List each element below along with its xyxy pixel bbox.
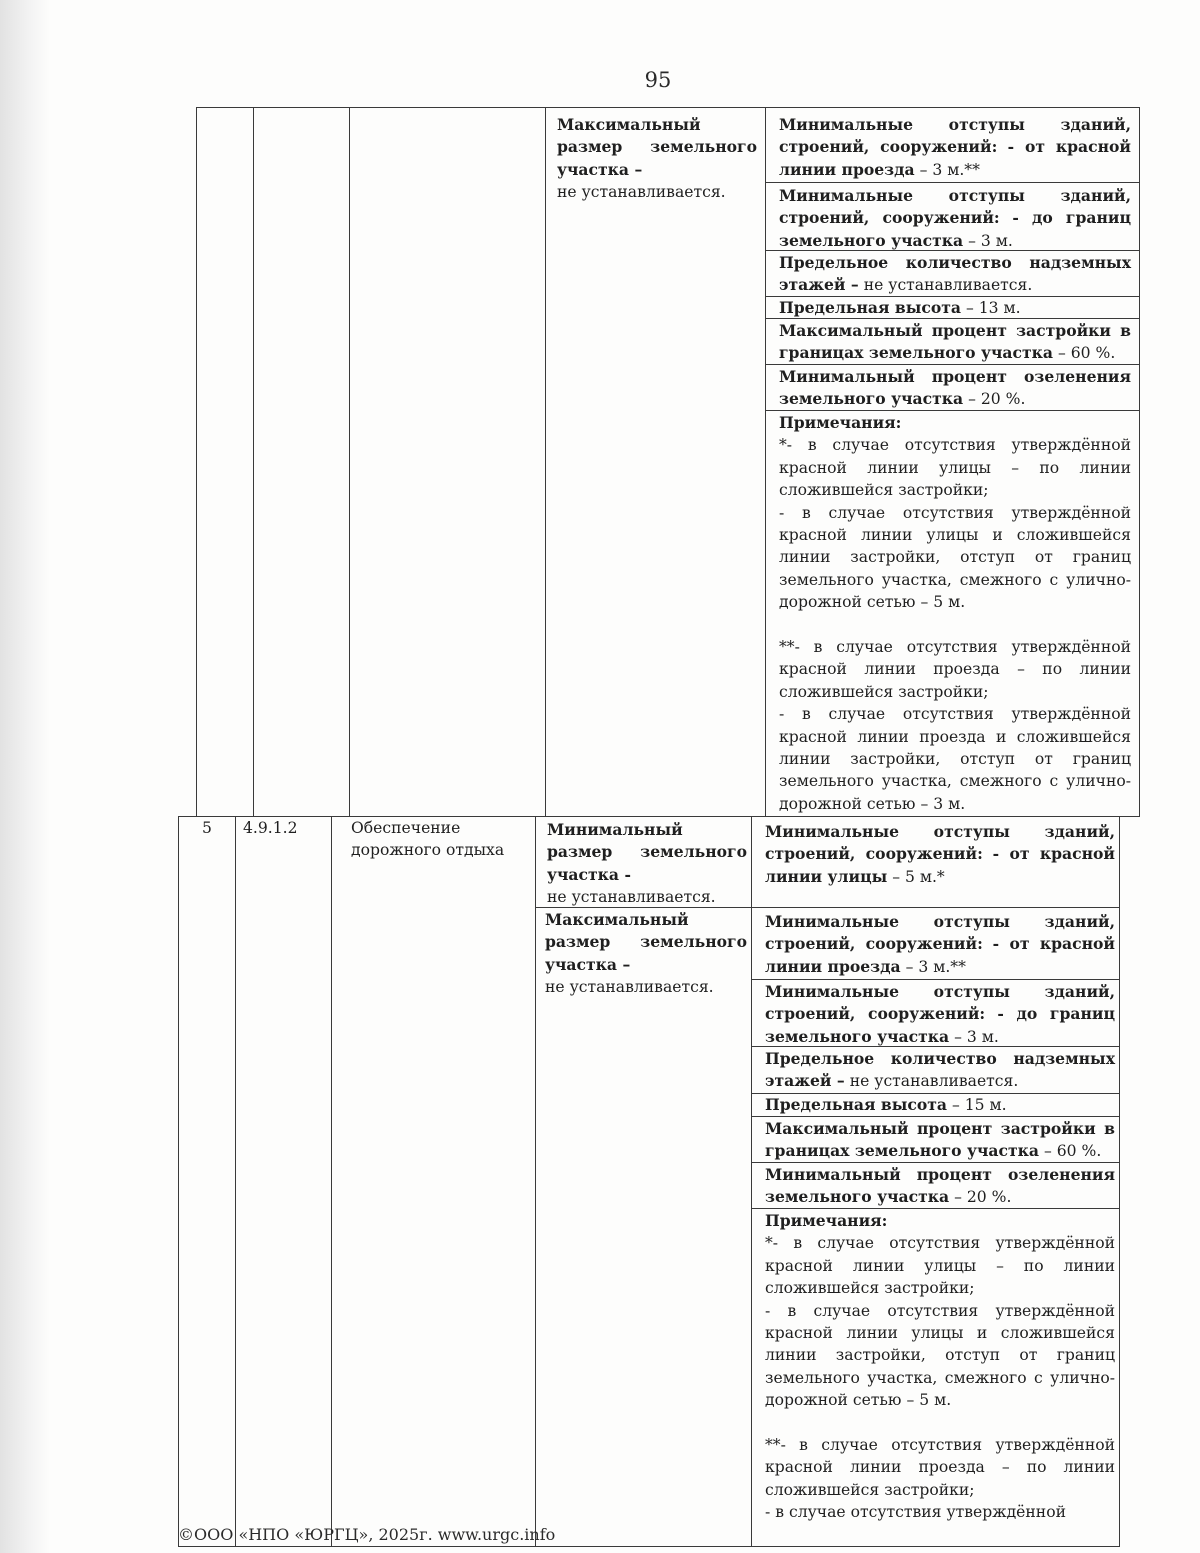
param-cell-height-limit xyxy=(779,297,1131,319)
param-value: – 20 %. xyxy=(963,390,1026,409)
max-plot-size-cell xyxy=(557,114,757,204)
column-divider xyxy=(253,108,254,816)
param-label: Предельное количество надземных этажей – xyxy=(779,253,1131,295)
param-value: не устанавливается. xyxy=(844,1072,1019,1091)
param-cell-setback-plot-boundary xyxy=(779,185,1131,252)
column-divider xyxy=(545,108,546,816)
note-item: - в случае отсутствия утверждённой красной линии проезда и сложившейся линии застройки, отступ от границ земельного участка, смежного с улично-дорожной сетью – 3 м. xyxy=(779,705,1131,813)
param-cell-setback-drive-line xyxy=(779,114,1131,181)
param-value: не устанавливается. xyxy=(858,276,1033,295)
note-item: - в случае отсутствия утверждённой красной линии улицы и сложившейся линии застройки, отступ от границ земельного участка, смежного с улично-дорожной сетью – 5 м. xyxy=(779,503,1131,612)
min-plot-size-value: не устанавливается. xyxy=(547,888,716,907)
param-label: Минимальные отступы зданий, строений, сооружений: xyxy=(765,982,1115,1024)
min-plot-size-label: Минимальный размер земельного участка - xyxy=(547,820,747,884)
param-sublabel: - до границ земельного участка xyxy=(765,1004,1115,1046)
row-divider xyxy=(751,907,1119,908)
column-divider xyxy=(535,817,536,1546)
param-label: Минимальные отступы зданий, строений, сооружений: xyxy=(779,115,1131,157)
param-cell-setback-drive-line xyxy=(765,911,1115,978)
max-plot-size-cell xyxy=(545,909,747,999)
notes-title: Примечания: xyxy=(765,1211,888,1230)
param-cell-setback-plot-boundary xyxy=(765,981,1115,1048)
note-item: *- в случае отсутствия утверждённой красной линии улицы – по линии сложившейся застройки; xyxy=(779,436,1131,500)
param-label: Минимальный процент озеленения земельного участка xyxy=(779,367,1131,409)
param-label: Минимальный процент озеленения земельного участка xyxy=(765,1165,1115,1207)
param-value: – 60 %. xyxy=(1039,1142,1102,1161)
param-label: Предельное количество надземных этажей – xyxy=(765,1049,1115,1091)
scan-margin-shadow xyxy=(0,0,50,1553)
column-divider xyxy=(765,108,766,816)
param-label: Предельная высота xyxy=(779,298,962,317)
table-continuation xyxy=(196,107,1140,817)
min-plot-size-cell xyxy=(547,819,747,909)
max-plot-size-value: не устанавливается. xyxy=(557,183,726,202)
param-label: Минимальные отступы зданий, строений, сооружений: xyxy=(765,822,1115,864)
column-divider xyxy=(349,108,350,816)
page-number: 95 xyxy=(644,68,672,92)
param-value: – 20 %. xyxy=(949,1188,1012,1207)
param-cell-max-coverage xyxy=(765,1118,1115,1163)
param-cell-height-limit xyxy=(765,1094,1115,1116)
note-item: **- в случае отсутствия утверждённой красной линии проезда – по линии сложившейся застройки; xyxy=(765,1436,1115,1499)
param-value: – 60 %. xyxy=(1053,344,1116,363)
param-cell-setback-street-line xyxy=(765,821,1115,888)
param-sublabel: - от красной линии проезда xyxy=(779,137,1131,179)
param-sublabel: - от красной линии улицы xyxy=(765,844,1115,886)
param-label: Максимальный процент застройки в границах земельного участка xyxy=(765,1119,1115,1161)
column-divider xyxy=(751,817,752,1546)
param-cell-floors-limit xyxy=(765,1048,1115,1093)
max-plot-size-label: Максимальный размер земельного участка – xyxy=(557,115,757,179)
row-divider xyxy=(751,979,1119,980)
param-value: – 13 м. xyxy=(961,299,1021,317)
notes-cell xyxy=(765,1210,1115,1524)
max-plot-size-label: Максимальный размер земельного участка – xyxy=(545,910,747,974)
note-item: *- в случае отсутствия утверждённой красной линии улицы – по линии сложившейся застройки; xyxy=(765,1234,1115,1298)
notes-cell xyxy=(779,412,1131,815)
param-sublabel: - до границ земельного участка xyxy=(779,208,1131,250)
note-item: **- в случае отсутствия утверждённой красной линии проезда – по линии сложившейся застройки; xyxy=(779,638,1131,701)
param-sublabel: - от красной линии проезда xyxy=(765,934,1115,976)
column-divider xyxy=(331,817,332,1546)
param-label: Минимальные отступы зданий, строений, сооружений: xyxy=(779,186,1131,228)
param-label: Предельная высота xyxy=(765,1095,948,1114)
param-value: – 3 м. xyxy=(963,231,1013,250)
param-value: – 3 м. xyxy=(949,1027,999,1046)
row-divider xyxy=(765,182,1139,183)
max-plot-size-value: не устанавливается. xyxy=(545,978,714,997)
param-cell-min-greenery xyxy=(765,1164,1115,1209)
row-number: 5 xyxy=(202,819,212,837)
note-item: - в случае отсутствия утверждённой красной линии улицы и сложившейся линии застройки, отступ от границ земельного участка, смежного с улично-дорожной сетью – 5 м. xyxy=(765,1301,1115,1410)
param-label: Минимальные отступы зданий, строений, сооружений: xyxy=(765,912,1115,954)
param-cell-floors-limit xyxy=(779,252,1131,297)
footer-copyright: ©ООО «НПО «ЮРГЦ», 2025г. www.urgc.info xyxy=(178,1525,556,1544)
param-label: Максимальный процент застройки в границах земельного участка xyxy=(779,321,1131,363)
param-value: – 15 м. xyxy=(947,1096,1007,1114)
use-code: 4.9.1.2 xyxy=(243,819,298,837)
use-name: Обеспечение дорожного отдыха xyxy=(351,819,505,860)
param-value: – 3 м.** xyxy=(900,957,966,976)
note-item: - в случае отсутствия утверждённой xyxy=(765,1503,1066,1522)
param-cell-max-coverage xyxy=(779,320,1131,365)
param-value: – 3 м.** xyxy=(914,160,980,179)
notes-title: Примечания: xyxy=(779,413,902,432)
param-value: – 5 м.* xyxy=(887,867,945,886)
table-row-5 xyxy=(178,816,1120,1547)
param-cell-min-greenery xyxy=(779,366,1131,411)
column-divider xyxy=(235,817,236,1546)
